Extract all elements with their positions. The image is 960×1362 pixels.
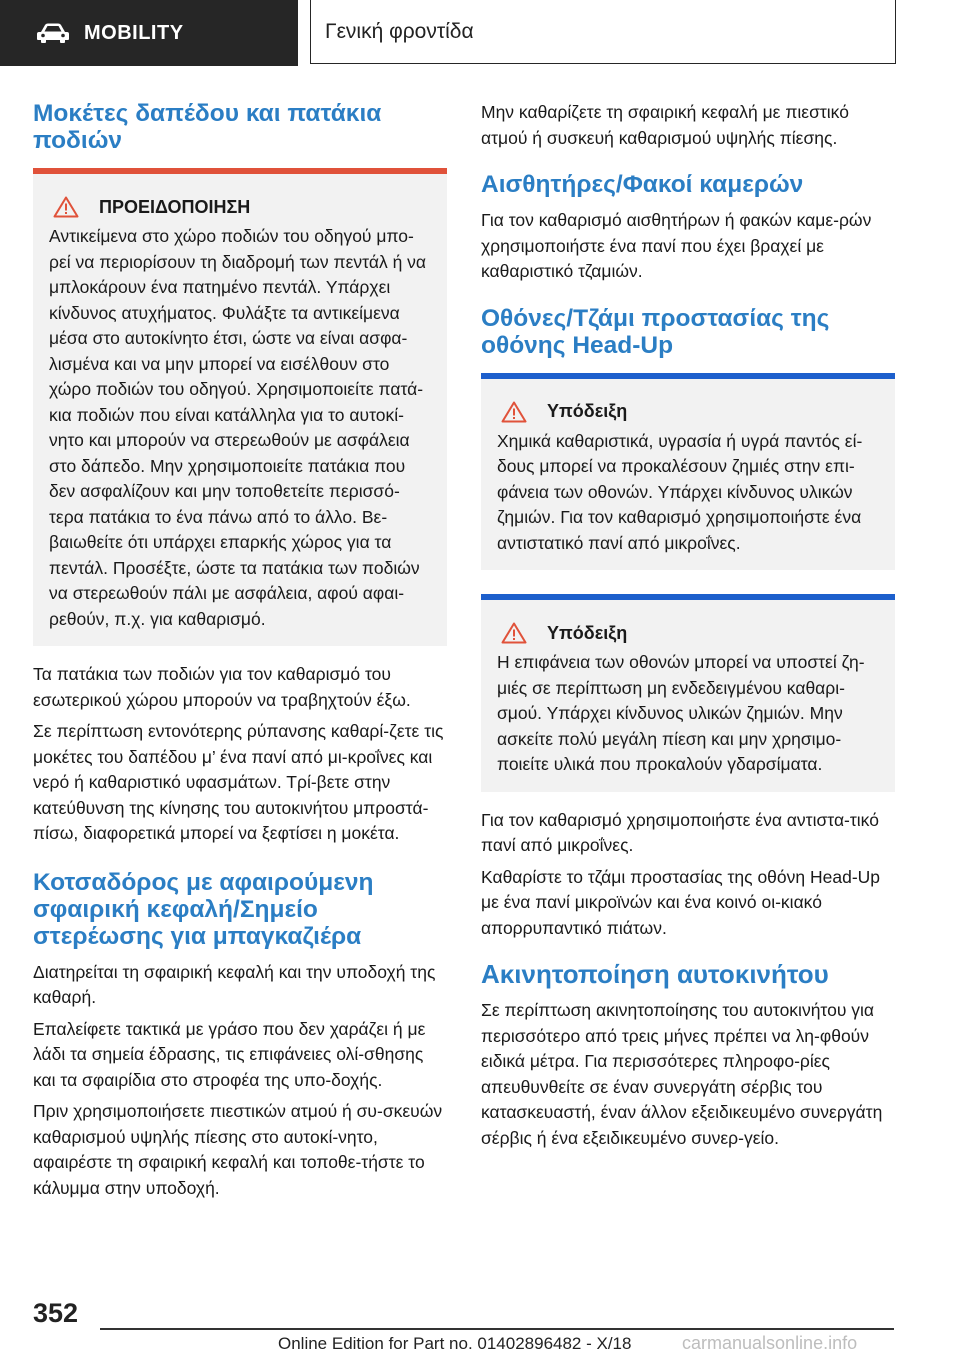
paragraph: Διατηρείται τη σφαιρική κεφαλή και την υποδοχή της καθαρή.	[33, 961, 436, 1007]
warning-box	[33, 168, 447, 646]
note-box	[481, 373, 895, 571]
paragraph: Μην καθαρίζετε τη σφαιρική κεφαλή με πιεστικό ατμού ή συσκευή καθαρισμού υψηλής πίεσης.	[481, 102, 849, 148]
paragraph: Σε περίπτωση εντονότερης ρύπανσης καθαρί-ζετε τις μοκέτες του δαπέδου μ’ ένα πανί από μι-κροΐνες και νερό ή καθαριστικό υφασμάτων. Τρί-βετε στην κατεύθυνση της κίνησης του αυτοκινήτου μπροστά-πίσω, διαφορετικά μπορεί να ξεφτίσει η μοκέτα.	[33, 721, 444, 843]
note-header	[497, 622, 879, 644]
paragraph: Για τον καθαρισμό αισθητήρων ή φακών καμε-ρών χρησιμοποιήστε ένα πανί που έχει βραχεί με καθαριστικό τζαμιών.	[481, 210, 872, 281]
heading-immobilization: Ακινητοποίηση αυτοκινήτου	[481, 959, 829, 989]
warning-triangle-icon	[501, 622, 527, 644]
note-title: Υπόδειξη	[547, 401, 628, 421]
left-column	[33, 100, 447, 1207]
paragraph: Τα πατάκια των ποδιών για τον καθαρισμό του εσωτερικού χώρου μπορούν να τραβηχτούν έξω.	[33, 664, 411, 710]
warning-text: Αντικείμενα στο χώρο ποδιών του οδηγού μπο-ρεί να περιορίσουν τη διαδρομή των πεντάλ ή να μπλοκάρουν ένα πατημένο πεντάλ. Υπάρχει κίνδυνος ατυχήματος. Φυλάξτε τα αντικείμενα μέσα στο αυτοκίνητο έτσι, ώστε να είναι ασφα-λισμένα και να μην μπορεί να εισέλθουν στο χώρο ποδιών του οδηγού. Χρησιμοποιείτε πατά-κια ποδιών που είναι κατάλληλα για το αυτοκί-νητο και μπορούν να στερεωθούν με ασφάλεια στο δάπεδο. Μην χρησιμοποιείτε πατάκια που δεν ασφαλίζουν και μην τοποθετείτε περισσό-τερα πατάκια το ένα πάνω από το άλλο. Βε-βαιωθείτε ότι υπάρχει επαρκής χώρος για τα πεντάλ. Προσέξτε, ώστε τα πατάκια των ποδιών να στερεωθούν πάλι με ασφάλεια, αφού αφαι-ρεθούν, π.χ. για καθαρισμό.	[49, 226, 427, 629]
page-header	[0, 0, 960, 66]
note-title: Υπόδειξη	[547, 622, 628, 643]
car-icon	[36, 22, 70, 44]
footer-edition: Online Edition for Part no. 01402896482 - X/18	[278, 1334, 632, 1353]
tab-mobility[interactable]	[0, 0, 298, 66]
note-box	[481, 594, 895, 792]
heading-tow-hitch: Κοτσαδόρος με αφαιρούμενη σφαιρική κεφαλή/Σημείο στερέωσης για μπαγκαζιέρα	[33, 868, 374, 950]
warning-header	[49, 196, 431, 218]
heading-sensors: Αισθητήρες/Φακοί καμερών	[481, 171, 804, 198]
page-number: 352	[33, 1298, 79, 1328]
footer-watermark[interactable]: carmanualsonline.info	[682, 1333, 858, 1353]
right-column	[481, 100, 895, 1157]
warning-triangle-icon	[53, 196, 79, 218]
note-text: Η επιφάνεια των οθονών μπορεί να υποστεί ζη-μιές σε περίπτωση μη ενδεδειγμένου καθαρι-σμού. Υπάρχει κίνδυνος υλικών ζημιών. Μην ασκείτε πολύ μεγάλη πίεση και μην χρησιμο-ποιείτε υλικά που προκαλούν γδαρσίματα.	[497, 652, 865, 774]
warning-triangle-icon	[501, 401, 527, 423]
paragraph: Καθαρίστε το τζάμι προστασίας της οθόνη Head-Up με ένα πανί μικροϊνών και ένα κοινό οι-κιακό απορρυπαντικό πιάτων.	[481, 866, 881, 938]
paragraph: Επαλείφετε τακτικά με γράσο που δεν χαράζει ή με λάδι τα σημεία έδρασης, τις επιφάνειες ολί-σθησης και τα σφαιρίδια στο στροφέα της υπο-δοχής.	[33, 1018, 426, 1090]
paragraph: Για τον καθαρισμό χρησιμοποιήστε ένα αντιστα-τικό πανί από μικροΐνες.	[481, 809, 879, 855]
heading-screens: Οθόνες/Τζάμι προστασίας της οθόνης Head-Up	[481, 304, 830, 359]
section-title: Γενική φροντίδα	[310, 0, 896, 64]
tab-mobility-label: MOBILITY	[84, 21, 184, 44]
footer-divider	[100, 1328, 894, 1330]
note-header	[497, 401, 879, 423]
heading-floor-mats: Μοκέτες δαπέδου και πατάκια ποδιών	[33, 100, 382, 154]
paragraph: Πριν χρησιμοποιήσετε πιεστικών ατμού ή συ-σκευών καθαρισμού υψηλής πίεσης στο αυτοκί-νητο, αφαιρέστε τη σφαιρική κεφαλή και τοποθε-τήστε το κάλυμμα στην υποδοχή.	[33, 1101, 443, 1198]
paragraph: Σε περίπτωση ακινητοποίησης του αυτοκινήτου για περισσότερο από τρεις μήνες πρέπει να λη-φθούν ειδικά μέτρα. Για περισσότερες πληροφο-ρίες απευθυνθείτε σε έναν συνεργάτη σέρβις του κατασκευαστή, έναν άλλον εξειδικευμένο συνεργάτη σέρβις ή ένα εξειδικευμένο συνερ-γείο.	[481, 1000, 883, 1148]
warning-title: ΠΡΟΕΙΔΟΠΟΙΗΣΗ	[99, 196, 251, 217]
note-text: Χημικά καθαριστικά, υγρασία ή υγρά παντός εί-δους μπορεί να προκαλέσουν ζημιές στην επι-φάνεια των οθονών. Υπάρχει κίνδυνος υλικών ζημιών. Για τον καθαρισμό χρησιμοποιήστε ένα αντιστατικό πανί από μικροΐνες.	[497, 430, 863, 553]
